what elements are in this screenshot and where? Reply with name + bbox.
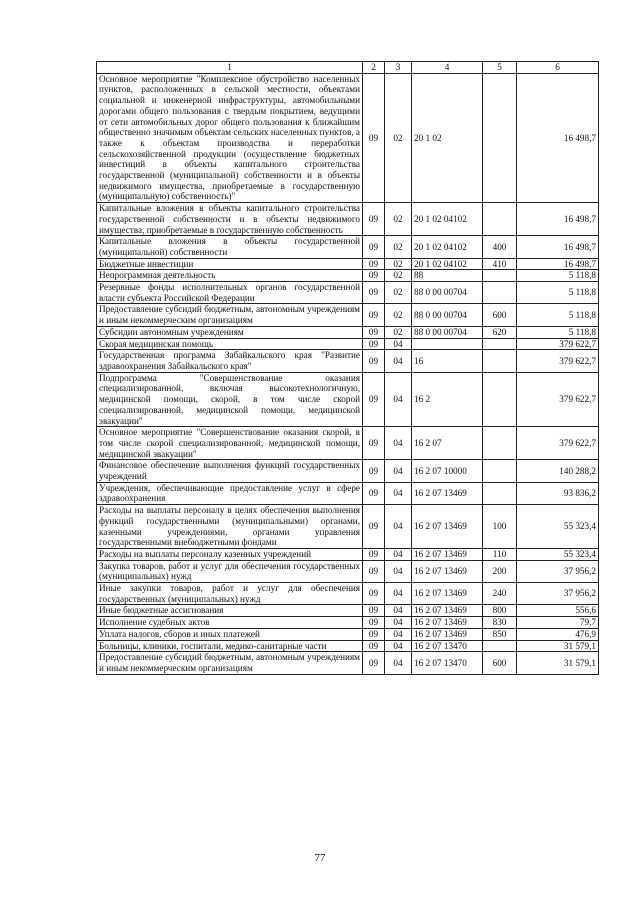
cell-expense-type: 410 [483, 258, 517, 270]
cell-name: Уплата налогов, сборов и иных платежей [97, 628, 363, 640]
cell-name: Резервные фонды исполнительных органов государственной власти субъекта Российской Федерации [97, 282, 363, 304]
cell-section: 09 [363, 652, 385, 674]
cell-amount: 55 323,4 [517, 505, 599, 549]
cell-amount: 379 622,7 [517, 350, 599, 372]
cell-target-article: 16 2 07 10000 [412, 460, 483, 482]
cell-subsection: 04 [385, 583, 412, 605]
cell-target-article: 16 [412, 350, 483, 372]
table-row [97, 326, 599, 338]
cell-expense-type: 830 [483, 617, 517, 629]
cell-target-article: 16 2 07 13469 [412, 548, 483, 560]
table-row [97, 628, 599, 640]
cell-section: 09 [363, 236, 385, 258]
table-row [97, 304, 599, 326]
cell-amount: 556,6 [517, 605, 599, 617]
cell-expense-type: 400 [483, 236, 517, 258]
cell-subsection: 02 [385, 270, 412, 282]
cell-amount: 379 622,7 [517, 427, 599, 460]
cell-name: Капитальные вложения в объекты государственной (муниципальной) собственности [97, 236, 363, 258]
cell-amount: 55 323,4 [517, 548, 599, 560]
cell-target-article: 16 2 [412, 372, 483, 427]
cell-section: 09 [363, 427, 385, 460]
cell-name: Подпрограмма "Совершенствование оказания специализированной, включая высокотехнологичную, медицинской помощи, скорой, в том числе скорой специализированной, медицинской помощи, медицинской эвакуации" [97, 372, 363, 427]
cell-target-article: 16 2 07 13469 [412, 617, 483, 629]
cell-amount: 5 118,8 [517, 304, 599, 326]
cell-expense-type [483, 372, 517, 427]
cell-subsection: 04 [385, 482, 412, 504]
cell-section: 09 [363, 338, 385, 350]
cell-name: Финансовое обеспечение выполнения функций государственных учреждений [97, 460, 363, 482]
cell-section: 09 [363, 203, 385, 236]
cell-amount: 16 498,7 [517, 203, 599, 236]
cell-expense-type [483, 270, 517, 282]
cell-subsection: 02 [385, 258, 412, 270]
cell-section: 09 [363, 548, 385, 560]
cell-section: 09 [363, 304, 385, 326]
cell-name: Скорая медицинская помощь [97, 338, 363, 350]
cell-expense-type [483, 338, 517, 350]
cell-subsection: 04 [385, 427, 412, 460]
cell-subsection: 04 [385, 652, 412, 674]
cell-subsection: 04 [385, 617, 412, 629]
cell-section: 09 [363, 482, 385, 504]
cell-target-article: 16 2 07 13469 [412, 560, 483, 582]
cell-name: Субсидии автономным учреждениям [97, 326, 363, 338]
cell-section: 09 [363, 270, 385, 282]
cell-amount: 16 498,7 [517, 258, 599, 270]
cell-subsection: 04 [385, 560, 412, 582]
cell-name: Непрограммная деятельность [97, 270, 363, 282]
cell-section: 09 [363, 640, 385, 652]
table-row [97, 640, 599, 652]
cell-amount: 5 118,8 [517, 270, 599, 282]
cell-subsection: 02 [385, 73, 412, 202]
cell-subsection: 02 [385, 203, 412, 236]
table-row [97, 372, 599, 427]
cell-target-article: 20 1 02 [412, 73, 483, 202]
cell-amount: 379 622,7 [517, 338, 599, 350]
cell-expense-type [483, 203, 517, 236]
cell-subsection: 04 [385, 350, 412, 372]
cell-subsection: 04 [385, 548, 412, 560]
cell-target-article: 16 2 07 13469 [412, 605, 483, 617]
cell-section: 09 [363, 605, 385, 617]
cell-target-article: 16 2 07 13469 [412, 505, 483, 549]
cell-expense-type: 240 [483, 583, 517, 605]
cell-target-article: 88 [412, 270, 483, 282]
cell-expense-type: 600 [483, 304, 517, 326]
cell-section: 09 [363, 460, 385, 482]
cell-name: Учреждения, обеспечивающие предоставление услуг в сфере здравоохранения [97, 482, 363, 504]
cell-expense-type [483, 282, 517, 304]
cell-subsection: 04 [385, 605, 412, 617]
cell-name: Исполнение судебных актов [97, 617, 363, 629]
cell-expense-type: 110 [483, 548, 517, 560]
cell-name: Государственная программа Забайкальского края "Развитие здравоохранения Забайкальского края" [97, 350, 363, 372]
column-header: 3 [385, 62, 412, 74]
cell-name: Расходы на выплаты персоналу казенных учреждений [97, 548, 363, 560]
cell-amount: 379 622,7 [517, 372, 599, 427]
cell-target-article: 20 1 02 04102 [412, 258, 483, 270]
page-number: 77 [314, 852, 326, 864]
cell-amount: 476,9 [517, 628, 599, 640]
cell-amount: 37 956,2 [517, 560, 599, 582]
cell-target-article: 16 2 07 13470 [412, 652, 483, 674]
cell-amount: 5 118,8 [517, 326, 599, 338]
cell-expense-type: 100 [483, 505, 517, 549]
table-row [97, 460, 599, 482]
cell-section: 09 [363, 350, 385, 372]
cell-target-article: 20 1 02 04102 [412, 203, 483, 236]
cell-target-article [412, 338, 483, 350]
cell-target-article: 88 0 00 00704 [412, 304, 483, 326]
column-header: 5 [483, 62, 517, 74]
cell-expense-type [483, 640, 517, 652]
cell-name: Расходы на выплаты персоналу в целях обеспечения выполнения функций государственными (муниципальными) органами, казенными учреждениями, органами управления государственными внебюджетными фондами [97, 505, 363, 549]
cell-subsection: 02 [385, 304, 412, 326]
table-row [97, 236, 599, 258]
cell-subsection: 04 [385, 505, 412, 549]
cell-target-article: 16 2 07 13469 [412, 482, 483, 504]
table-row [97, 73, 599, 202]
cell-section: 09 [363, 372, 385, 427]
cell-subsection: 04 [385, 338, 412, 350]
table-row [97, 270, 599, 282]
cell-amount: 93 836,2 [517, 482, 599, 504]
cell-target-article: 16 2 07 [412, 427, 483, 460]
column-header: 4 [412, 62, 483, 74]
cell-section: 09 [363, 583, 385, 605]
cell-name: Основное мероприятие "Комплексное обустройство населенных пунктов, расположенных в сельской местности, объектами социальной и инженерной инфраструктуры, автомобильными дорогами общего пользования с твердым покрытием, ведущими от сети автомобильных дорог общего пользования к ближайшим общественно значимым объектам сельских населенных пунктов, а также к объектам производства и переработки сельскохозяйственной продукции (осуществление бюджетных инвестиций в объекты капитального строительства государственной (муниципальной) собственности и в объекты недвижимого имущества, приобретаемые в государственную (муниципальную) собственность)" [97, 73, 363, 202]
cell-target-article: 16 2 07 13469 [412, 628, 483, 640]
table-row [97, 350, 599, 372]
cell-subsection: 02 [385, 236, 412, 258]
cell-name: Закупка товаров, работ и услуг для обеспечения государственных (муниципальных) нужд [97, 560, 363, 582]
table-row [97, 583, 599, 605]
cell-subsection: 04 [385, 628, 412, 640]
cell-name: Иные закупки товаров, работ и услуг для обеспечения государственных (муниципальных) нужд [97, 583, 363, 605]
cell-amount: 16 498,7 [517, 236, 599, 258]
table-row [97, 605, 599, 617]
cell-section: 09 [363, 560, 385, 582]
cell-section: 09 [363, 505, 385, 549]
table-row [97, 282, 599, 304]
cell-amount: 5 118,8 [517, 282, 599, 304]
table-row [97, 203, 599, 236]
cell-name: Основное мероприятие "Совершенствование оказания скорой, в том числе скорой специализированной, медицинской помощи, медицинской эвакуации" [97, 427, 363, 460]
cell-section: 09 [363, 73, 385, 202]
cell-name: Иные бюджетные ассигнования [97, 605, 363, 617]
cell-expense-type: 600 [483, 652, 517, 674]
cell-section: 09 [363, 282, 385, 304]
cell-section: 09 [363, 617, 385, 629]
column-header: 1 [97, 62, 363, 74]
cell-amount: 16 498,7 [517, 73, 599, 202]
cell-subsection: 04 [385, 372, 412, 427]
cell-target-article: 88 0 00 00704 [412, 282, 483, 304]
cell-expense-type: 200 [483, 560, 517, 582]
table-row [97, 482, 599, 504]
table-row [97, 258, 599, 270]
cell-amount: 37 956,2 [517, 583, 599, 605]
table-header-row [97, 62, 599, 74]
cell-expense-type [483, 482, 517, 504]
cell-expense-type: 620 [483, 326, 517, 338]
cell-subsection: 02 [385, 282, 412, 304]
cell-expense-type [483, 460, 517, 482]
cell-expense-type: 850 [483, 628, 517, 640]
table-row [97, 652, 599, 674]
cell-name: Предоставление субсидий бюджетным, автономным учреждениям и иным некоммерческим организациям [97, 652, 363, 674]
cell-name: Предоставление субсидий бюджетным, автономным учреждениям и иным некоммерческим организациям [97, 304, 363, 326]
column-header: 2 [363, 62, 385, 74]
budget-table [96, 61, 599, 675]
cell-amount: 79,7 [517, 617, 599, 629]
table-row [97, 560, 599, 582]
column-header: 6 [517, 62, 599, 74]
cell-amount: 140 288,2 [517, 460, 599, 482]
table-row [97, 548, 599, 560]
cell-name: Бюджетные инвестиции [97, 258, 363, 270]
cell-section: 09 [363, 258, 385, 270]
cell-section: 09 [363, 326, 385, 338]
cell-target-article: 20 1 02 04102 [412, 236, 483, 258]
cell-expense-type [483, 73, 517, 202]
cell-amount: 31 579,1 [517, 640, 599, 652]
cell-subsection: 04 [385, 640, 412, 652]
cell-subsection: 02 [385, 326, 412, 338]
table-row [97, 427, 599, 460]
cell-target-article: 16 2 07 13469 [412, 583, 483, 605]
cell-subsection: 04 [385, 460, 412, 482]
cell-name: Капитальные вложения в объекты капитального строительства государственной собственности и в объекты недвижимого имущества, приобретаемые в государственную собственность [97, 203, 363, 236]
table-row [97, 505, 599, 549]
cell-expense-type [483, 350, 517, 372]
cell-target-article: 88 0 00 00704 [412, 326, 483, 338]
cell-section: 09 [363, 628, 385, 640]
table-row [97, 338, 599, 350]
table-row [97, 617, 599, 629]
cell-name: Больницы, клиники, госпитали, медико-санитарные части [97, 640, 363, 652]
cell-amount: 31 579,1 [517, 652, 599, 674]
cell-expense-type: 800 [483, 605, 517, 617]
cell-expense-type [483, 427, 517, 460]
cell-target-article: 16 2 07 13470 [412, 640, 483, 652]
